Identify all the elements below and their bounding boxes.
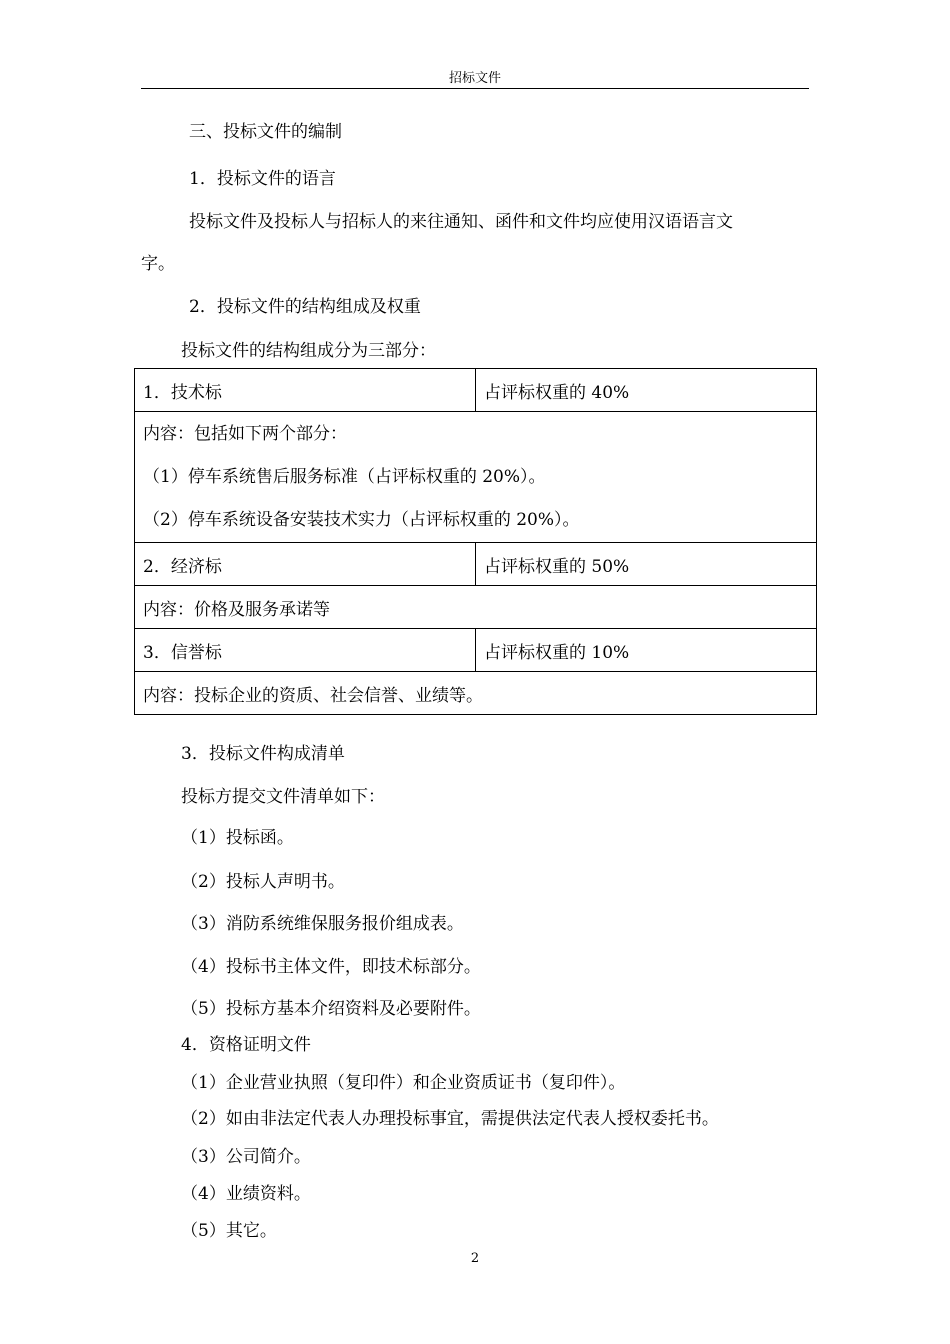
table-cell-name: 2．经济标 — [135, 543, 476, 586]
list-item: （3）公司简介。 — [181, 1147, 311, 1167]
table-cell-content: 内容：价格及服务承诺等 — [135, 586, 817, 629]
subsection-3-intro: 投标方提交文件清单如下： — [181, 787, 385, 807]
list-item: （1）企业营业执照（复印件）和企业资质证书（复印件）。 — [181, 1073, 626, 1093]
subsection-4-title: 4．资格证明文件 — [181, 1035, 311, 1055]
table-row — [135, 369, 817, 412]
content-line: （1）停车系统售后服务标准（占评标权重的 20%）。 — [143, 466, 546, 487]
table-cell-content — [135, 412, 817, 543]
table-cell-name: 1．技术标 — [135, 369, 476, 412]
page-number: 2 — [470, 1251, 480, 1266]
page-header: 招标文件 — [448, 71, 501, 86]
subsection-1-paragraph-line1: 投标文件及投标人与招标人的来往通知、函件和文件均应使用汉语语言文 — [189, 212, 733, 232]
table-row — [135, 543, 817, 586]
list-item: （4）投标书主体文件，即技术标部分。 — [181, 957, 481, 977]
table-row — [135, 629, 817, 672]
table-row — [135, 412, 817, 543]
subsection-1-title: 1．投标文件的语言 — [189, 169, 336, 189]
list-item: （3）消防系统维保服务报价组成表。 — [181, 914, 464, 934]
subsection-1-paragraph-line2: 字。 — [141, 254, 175, 274]
list-item: （2）如由非法定代表人办理投标事宜，需提供法定代表人授权委托书。 — [181, 1109, 719, 1129]
header-divider — [141, 88, 809, 89]
table-row — [135, 586, 817, 629]
subsection-3-title: 3．投标文件构成清单 — [181, 744, 345, 764]
table-cell-weight: 占评标权重的 40% — [476, 369, 817, 412]
subsection-2-title: 2．投标文件的结构组成及权重 — [189, 297, 421, 317]
content-line: （2）停车系统设备安装技术实力（占评标权重的 20%）。 — [143, 509, 580, 530]
table-cell-weight: 占评标权重的 50% — [476, 543, 817, 586]
list-item: （4）业绩资料。 — [181, 1184, 311, 1204]
section-heading: 三、投标文件的编制 — [189, 122, 342, 142]
list-item: （5）其它。 — [181, 1221, 277, 1241]
weights-table — [134, 368, 817, 715]
content-line: 内容：包括如下两个部分： — [143, 423, 347, 444]
subsection-2-intro: 投标文件的结构组成分为三部分： — [181, 341, 436, 361]
list-item: （5）投标方基本介绍资料及必要附件。 — [181, 999, 481, 1019]
table-cell-name: 3．信誉标 — [135, 629, 476, 672]
table-row — [135, 672, 817, 715]
table-cell-content: 内容：投标企业的资质、社会信誉、业绩等。 — [135, 672, 817, 715]
list-item: （2）投标人声明书。 — [181, 872, 345, 892]
table-cell-weight: 占评标权重的 10% — [476, 629, 817, 672]
list-item: （1）投标函。 — [181, 828, 294, 848]
